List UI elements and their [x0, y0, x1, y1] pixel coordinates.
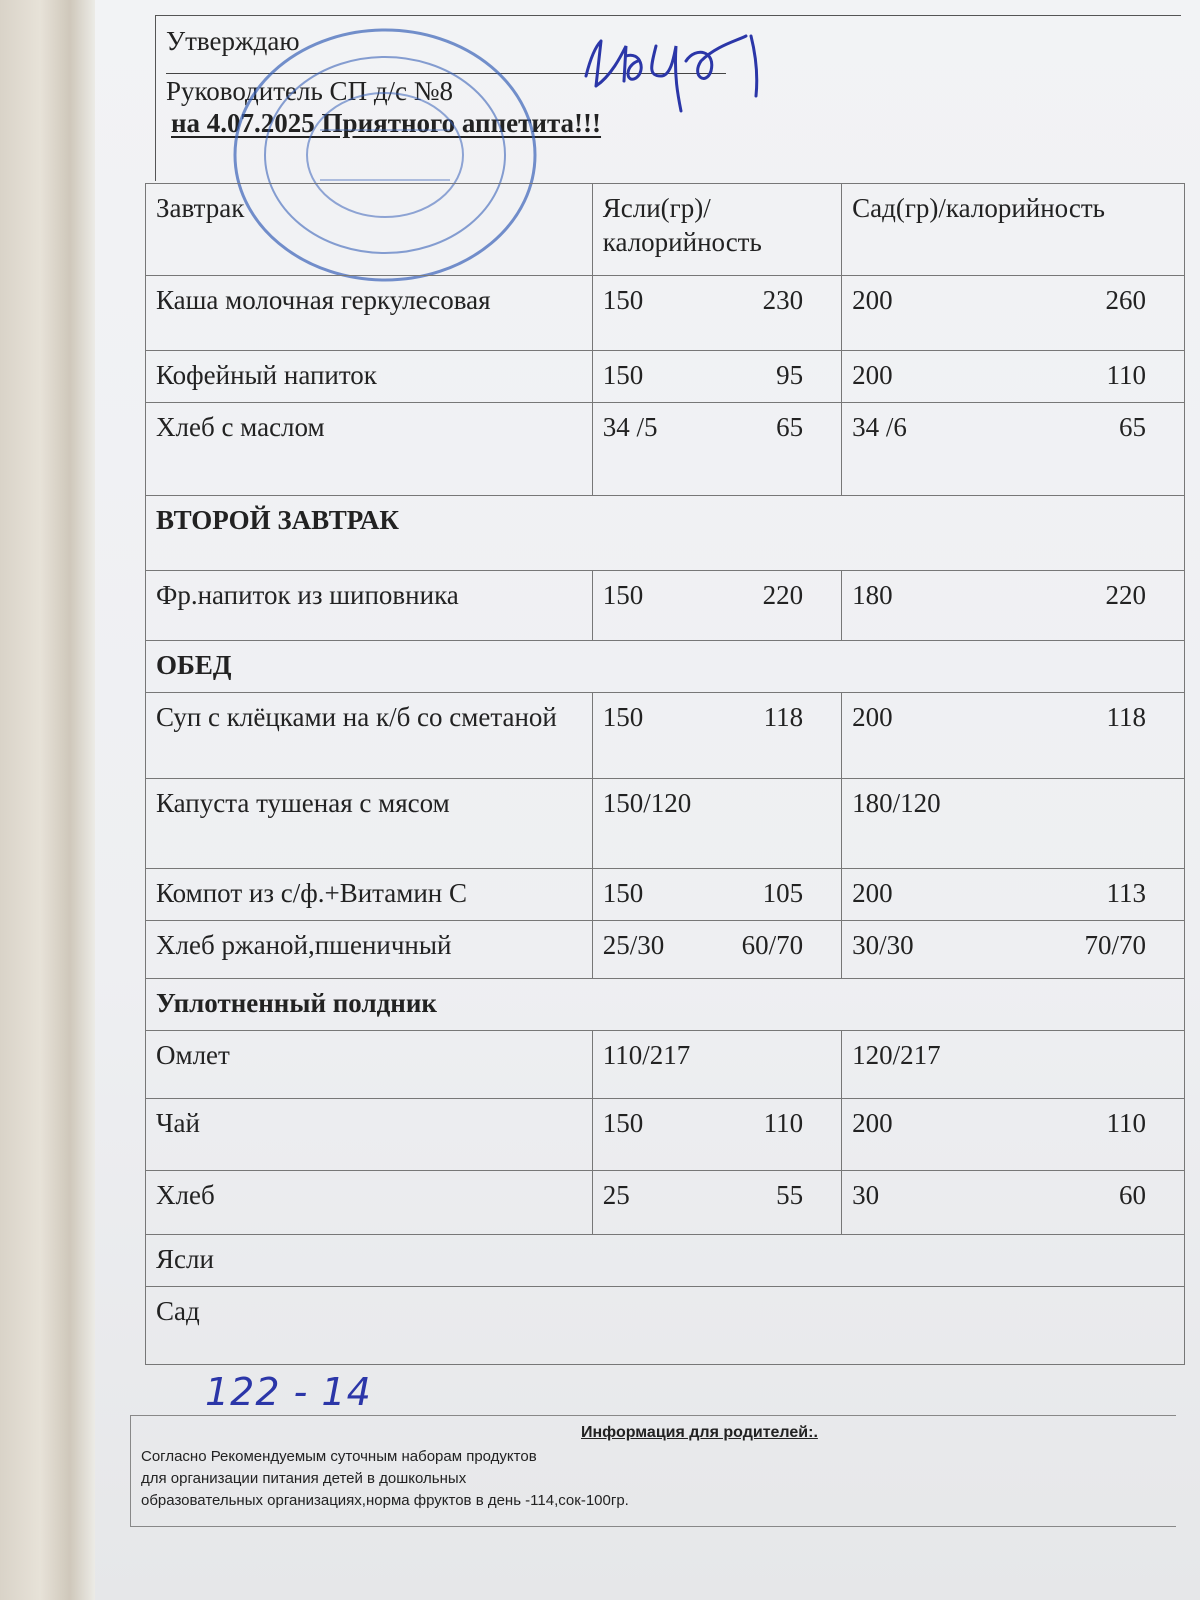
nursery-calories: 55: [776, 1180, 804, 1210]
nursery-calories: 118: [763, 702, 804, 732]
garden-calories: 110: [1106, 360, 1146, 390]
dish-name: Омлет: [146, 1031, 593, 1099]
director-label: Руководитель СП д/с №8: [166, 76, 454, 106]
menu-table: [145, 183, 1185, 1365]
garden-calories: 65: [1119, 412, 1146, 442]
garden-calories: 60: [1119, 1180, 1146, 1210]
nursery-cell: [592, 693, 841, 779]
nursery-calories: 65: [776, 412, 804, 442]
summary-label: Ясли: [146, 1235, 1185, 1287]
nursery-cell: [592, 571, 841, 641]
table-row: [146, 403, 1185, 496]
nursery-cell: [592, 1171, 841, 1235]
garden-cell: [842, 403, 1185, 496]
table-row: [146, 693, 1185, 779]
nursery-calories: 60/70: [741, 930, 804, 960]
garden-grams: 180: [852, 580, 893, 610]
section-row: [146, 641, 1185, 693]
section-row: [146, 496, 1185, 571]
info-title: Информация для родителей:.: [581, 1424, 818, 1441]
table-row: [146, 1099, 1185, 1171]
nursery-grams: 150: [602, 360, 644, 390]
garden-cell: [842, 571, 1185, 641]
nursery-calories: 230: [762, 285, 804, 315]
garden-cell: [842, 276, 1185, 351]
nursery-calories: 95: [776, 360, 804, 390]
dish-name: Капуста тушеная с мясом: [146, 779, 593, 869]
garden-cell: [842, 779, 1185, 869]
nursery-grams: 34 /5: [602, 412, 658, 442]
garden-header: Сад(гр)/калорийность: [842, 184, 1185, 276]
nursery-calories: 105: [762, 878, 804, 908]
handwritten-signature: [566, 16, 826, 126]
nursery-grams: 150: [602, 702, 644, 732]
meal-header: Завтрак: [146, 184, 593, 276]
summary-row: [146, 1287, 1185, 1365]
table-row: [146, 921, 1185, 979]
garden-calories: 118: [1106, 702, 1146, 732]
garden-cell: [842, 693, 1185, 779]
garden-cell: [842, 869, 1185, 921]
garden-calories: 113: [1106, 878, 1146, 908]
handwritten-number: 122 - 14: [205, 1370, 372, 1414]
dish-name: Фр.напиток из шиповника: [146, 571, 593, 641]
table-row: [146, 276, 1185, 351]
garden-calories: 110: [1106, 1108, 1146, 1138]
garden-cell: [842, 351, 1185, 403]
nursery-calories: 110: [763, 1108, 804, 1138]
nursery-grams: 150: [602, 878, 644, 908]
menu-date-title: на 4.07.2025 Приятного аппетита!!!: [171, 108, 602, 138]
section-title: ВТОРОЙ ЗАВТРАК: [146, 496, 1185, 571]
dish-name: Хлеб ржаной,пшеничный: [146, 921, 593, 979]
table-row: [146, 571, 1185, 641]
nursery-grams: 110/217: [602, 1040, 691, 1070]
garden-calories: 260: [1105, 285, 1146, 315]
summary-row: [146, 1235, 1185, 1287]
garden-grams: 200: [852, 1108, 893, 1138]
table-row: [146, 351, 1185, 403]
nursery-cell: [592, 403, 841, 496]
garden-cell: [842, 1099, 1185, 1171]
garden-calories: 220: [1105, 580, 1146, 610]
info-line-2: для организации питания детей в дошкольных: [141, 1470, 467, 1487]
garden-grams: 180/120: [852, 788, 941, 818]
dish-name: Хлеб: [146, 1171, 593, 1235]
nursery-grams: 150: [602, 285, 644, 315]
nursery-grams: 150: [602, 580, 644, 610]
dish-name: Каша молочная геркулесовая: [146, 276, 593, 351]
nursery-grams: 25/30: [602, 930, 665, 960]
table-row: [146, 779, 1185, 869]
section-title: ОБЕД: [146, 641, 1185, 693]
table-row: [146, 869, 1185, 921]
section-row: [146, 979, 1185, 1031]
garden-grams: 30/30: [852, 930, 914, 960]
garden-grams: 120/217: [852, 1040, 941, 1070]
nursery-cell: [592, 351, 841, 403]
info-line-3: образовательных организациях,норма фруктов в день -114,сок-100гр.: [141, 1492, 629, 1509]
garden-grams: 200: [852, 360, 893, 390]
nursery-calories: 220: [762, 580, 804, 610]
nursery-cell: [592, 869, 841, 921]
nursery-cell: [592, 921, 841, 979]
garden-cell: [842, 1171, 1185, 1235]
summary-label: Сад: [146, 1287, 1185, 1365]
approval-header: [155, 15, 1181, 181]
garden-grams: 200: [852, 702, 893, 732]
nursery-grams: 150/120: [602, 788, 692, 818]
garden-grams: 34 /6: [852, 412, 907, 442]
table-row: [146, 1171, 1185, 1235]
dish-name: Хлеб с маслом: [146, 403, 593, 496]
nursery-cell: [592, 1099, 841, 1171]
garden-calories: 70/70: [1084, 930, 1146, 960]
dish-name: Кофейный напиток: [146, 351, 593, 403]
nursery-grams: 150: [602, 1108, 644, 1138]
table-header-row: [146, 184, 1185, 276]
garden-grams: 30: [852, 1180, 880, 1210]
nursery-cell: [592, 779, 841, 869]
garden-grams: 200: [852, 285, 893, 315]
nursery-header: Ясли(гр)/калорийность: [592, 184, 841, 276]
dish-name: Суп с клёцками на к/б со сметаной: [146, 693, 593, 779]
nursery-cell: [592, 276, 841, 351]
garden-cell: [842, 921, 1185, 979]
dish-name: Компот из с/ф.+Витамин С: [146, 869, 593, 921]
nursery-grams: 25: [602, 1180, 630, 1210]
nursery-cell: [592, 1031, 841, 1099]
section-title: Уплотненный полдник: [146, 979, 1185, 1031]
garden-cell: [842, 1031, 1185, 1099]
dish-name: Чай: [146, 1099, 593, 1171]
parent-info-box: [130, 1415, 1176, 1527]
table-row: [146, 1031, 1185, 1099]
garden-grams: 200: [852, 878, 893, 908]
approve-label: Утверждаю: [166, 26, 300, 56]
info-line-1: Согласно Рекомендуемым суточным наборам продуктов: [141, 1448, 537, 1465]
